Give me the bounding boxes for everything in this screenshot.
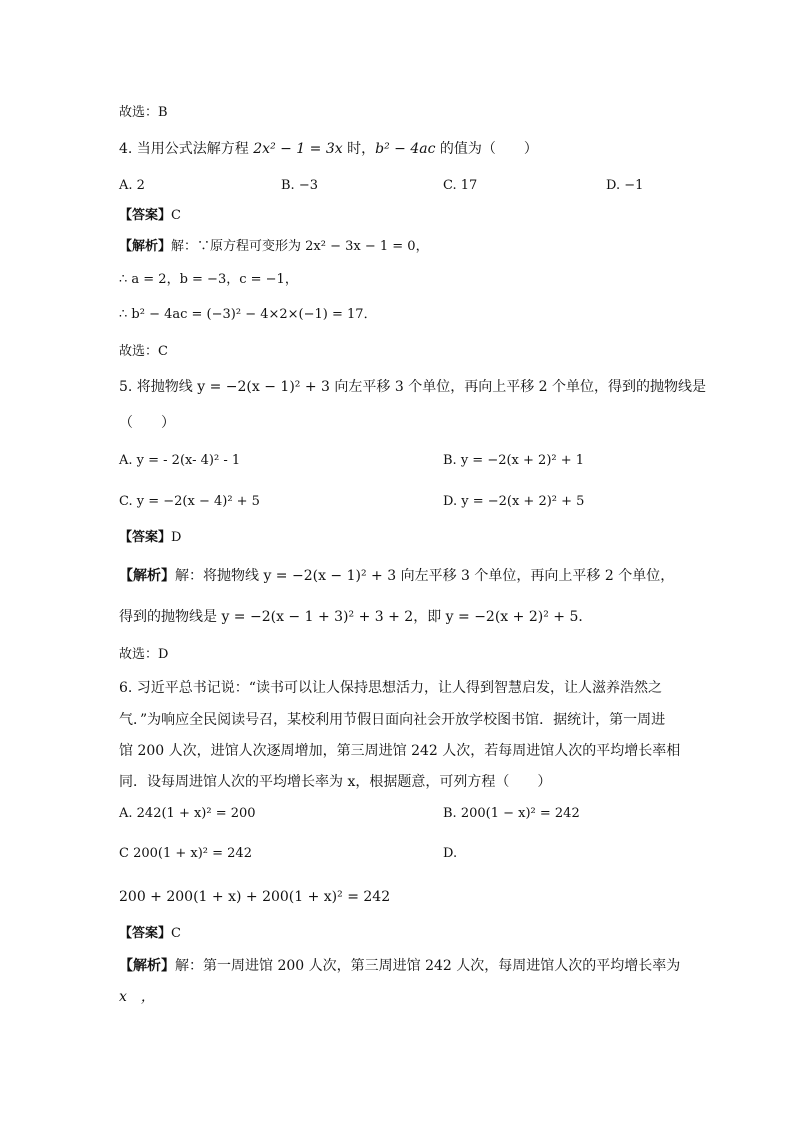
q6-stem-1: 6. 习近平总书记说：“读书可以让人保持思想活力，让人得到智慧启发，让人滋养浩然之 xyxy=(119,680,662,696)
answer-tag: 【答案】 xyxy=(119,926,172,941)
q5-analysis-2: 得到的抛物线是 y = −2(x − 1 + 3)² + 3 + 2，即 y = −2(x + 2)² + 5． xyxy=(119,609,593,625)
q6-analysis-2: x ， xyxy=(119,989,155,1005)
answer-value: C xyxy=(171,208,181,223)
q4-analysis-3: ∴ b² − 4ac = (−3)² − 4×2×(−1) = 17． xyxy=(119,307,377,322)
q4-analysis-1 xyxy=(119,237,429,257)
q5-stem-2: （ ） xyxy=(119,415,175,431)
q5-option-c: C. y = −2(x − 4)² + 5 xyxy=(119,494,260,509)
q5-answer xyxy=(119,528,181,548)
q6-answer xyxy=(119,924,181,944)
q6-stem-2: 气．”为响应全民阅读号召，某校利用节假日面向社会开放学校图书馆．据统计，第一周进 xyxy=(119,712,666,728)
q4-equation: 2x² − 1 = 3x xyxy=(253,141,343,157)
analysis-text: 解：将抛物线 y = −2(x − 1)² + 3 向左平移 3 个单位，再向上平移 2 个单位， xyxy=(175,568,675,584)
q5-option-a: A. y = - 2(x- 4)² - 1 xyxy=(119,453,241,468)
q6-stem-4: 同．设每周进馆人次的平均增长率为 x，根据题意，可列方程（ ） xyxy=(119,774,552,790)
q4-stem-suffix: 的值为（ ） xyxy=(435,141,538,157)
q5-analysis-1 xyxy=(119,566,674,586)
q5-choose: 故选：D xyxy=(119,647,169,662)
q4-stem xyxy=(119,139,538,159)
q5-option-d: D. y = −2(x + 2)² + 5 xyxy=(443,494,585,509)
q6-option-d-body: 200 + 200(1 + x) + 200(1 + x)² = 242 xyxy=(119,889,391,905)
q6-option-a: A. 242(1 + x)² = 200 xyxy=(119,806,256,821)
analysis-text: 解：第一周进馆 200 人次，第三周进馆 242 人次，每周进馆人次的平均增长率为 xyxy=(175,958,681,974)
q4-choose: 故选：C xyxy=(119,344,168,359)
q4-answer xyxy=(119,206,181,226)
analysis-text: 解：∵原方程可变形为 2x² − 3x − 1 = 0， xyxy=(171,239,429,254)
analysis-tag: 【解析】 xyxy=(119,958,175,974)
answer-tag: 【答案】 xyxy=(119,530,172,545)
q4-option-a: A. 2 xyxy=(119,178,145,193)
q4-stem-mid: 时， xyxy=(342,141,376,157)
answer-tag: 【答案】 xyxy=(119,208,172,223)
q4-stem-prefix: 4. 当用公式法解方程 xyxy=(119,141,254,157)
q4-option-b: B. −3 xyxy=(281,178,318,193)
q4-expr: b² − 4ac xyxy=(375,141,436,157)
q6-option-d: D. xyxy=(443,846,458,861)
q5-option-b: B. y = −2(x + 2)² + 1 xyxy=(443,453,585,468)
q4-analysis-2: ∴ a = 2，b = −3，c = −1， xyxy=(119,272,298,287)
q3-choose: 故选：B xyxy=(119,105,168,120)
q6-analysis-1 xyxy=(119,956,680,976)
q6-stem-3: 馆 200 人次，进馆人次逐周增加，第三周进馆 242 人次，若每周进馆人次的平均增长率相 xyxy=(119,743,681,759)
answer-value: C xyxy=(171,926,181,941)
analysis-tag: 【解析】 xyxy=(119,568,175,584)
q4-option-c: C. 17 xyxy=(443,178,478,193)
q6-option-b: B. 200(1 − x)² = 242 xyxy=(443,806,580,821)
q4-option-d: D. −1 xyxy=(606,178,644,193)
answer-value: D xyxy=(171,530,182,545)
q5-stem-1: 5. 将抛物线 y = −2(x − 1)² + 3 向左平移 3 个单位，再向上平移 2 个单位，得到的抛物线是 xyxy=(119,379,707,395)
q6-option-c: C 200(1 + x)² = 242 xyxy=(119,846,252,861)
analysis-tag: 【解析】 xyxy=(119,239,172,254)
